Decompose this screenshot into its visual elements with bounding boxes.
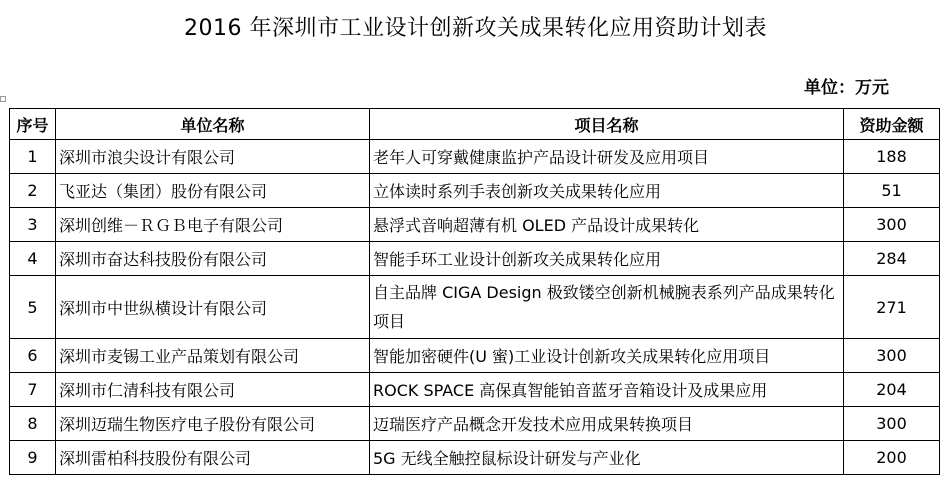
row-organization: 深圳市浪尖设计有限公司 [56,140,370,174]
funding-table [9,108,940,475]
row-serial: 2 [10,174,56,208]
table-row [10,441,940,475]
row-amount: 300 [844,339,940,373]
header-serial: 序号 [10,109,56,140]
table-row [10,339,940,373]
row-amount: 188 [844,140,940,174]
row-serial: 3 [10,208,56,242]
table-row [10,140,940,174]
row-organization: 深圳市仁清科技有限公司 [56,373,370,407]
document-title: 2016 年深圳市工业设计创新攻关成果转化应用资助计划表 [184,16,767,41]
row-project: 迈瑞医疗产品概念开发技术应用成果转换项目 [370,407,844,441]
row-organization: 深圳迈瑞生物医疗电子股份有限公司 [56,407,370,441]
row-amount: 300 [844,407,940,441]
header-organization: 单位名称 [56,109,370,140]
row-project: 智能加密硬件(U 蜜)工业设计创新攻关成果转化应用项目 [370,339,844,373]
table-anchor-icon [0,96,6,102]
row-amount: 204 [844,373,940,407]
row-project: 老年人可穿戴健康监护产品设计研发及应用项目 [370,140,844,174]
row-organization: 深圳创维－ＲＧＢ电子有限公司 [56,208,370,242]
row-serial: 7 [10,373,56,407]
row-project: 自主品牌 CIGA Design 极致镂空创新机械腕表系列产品成果转化项目 [370,276,844,339]
unit-label: 单位：万元 [804,78,889,98]
row-project: 智能手环工业设计创新攻关成果转化应用 [370,242,844,276]
row-project: ROCK SPACE 高保真智能铂音蓝牙音箱设计及成果应用 [370,373,844,407]
row-serial: 9 [10,441,56,475]
row-organization: 深圳雷柏科技股份有限公司 [56,441,370,475]
row-serial: 6 [10,339,56,373]
row-serial: 1 [10,140,56,174]
row-project: 立体读时系列手表创新攻关成果转化应用 [370,174,844,208]
row-serial: 4 [10,242,56,276]
row-amount: 51 [844,174,940,208]
table-row [10,208,940,242]
table-row [10,407,940,441]
table-row [10,373,940,407]
row-organization: 深圳市麦锡工业产品策划有限公司 [56,339,370,373]
row-amount: 200 [844,441,940,475]
header-amount: 资助金额 [844,109,940,140]
row-project: 5G 无线全触控鼠标设计研发与产业化 [370,441,844,475]
table-row [10,174,940,208]
table-row [10,242,940,276]
row-project: 悬浮式音响超薄有机 OLED 产品设计成果转化 [370,208,844,242]
row-organization: 深圳市奋达科技股份有限公司 [56,242,370,276]
row-amount: 300 [844,208,940,242]
row-organization: 飞亚达（集团）股份有限公司 [56,174,370,208]
row-amount: 271 [844,276,940,339]
header-project: 项目名称 [370,109,844,140]
table-header-row [10,109,940,140]
row-amount: 284 [844,242,940,276]
table-row [10,276,940,339]
row-serial: 8 [10,407,56,441]
row-organization: 深圳市中世纵横设计有限公司 [56,276,370,339]
row-serial: 5 [10,276,56,339]
